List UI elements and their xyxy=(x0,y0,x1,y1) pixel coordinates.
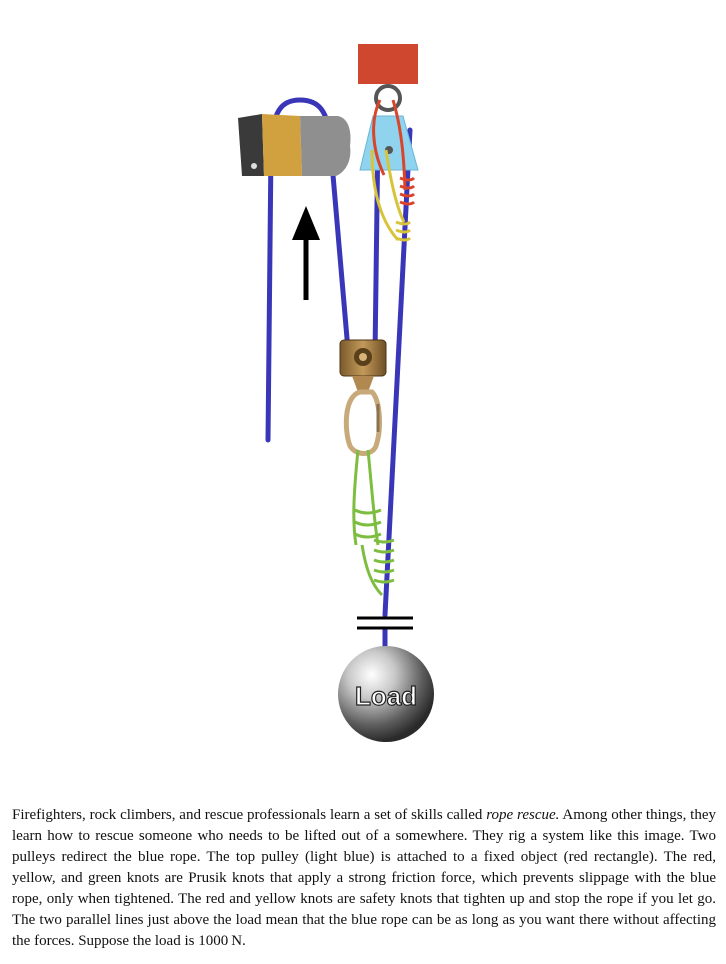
carabiner xyxy=(346,392,379,454)
pull-arrow xyxy=(292,206,320,300)
anchor-rectangle xyxy=(358,44,418,84)
rope-break-lines xyxy=(357,618,413,628)
paragraph-term-rope-rescue: rope rescue. xyxy=(486,807,560,823)
blue-rope xyxy=(268,100,410,650)
load-ball xyxy=(338,646,434,742)
paragraph-text-rest: Among other things, they learn how to rescue someone who needs to be lifted out of a somewhere. They rig a system like this image. Two pulleys redirect the blue rope. The top pulley (light blue) is attached to a fixed object (red rectangle). The red, yellow, and green knots are Prusik knots that apply a strong friction force, which prevents slippage with the blue rope, only when tightened. The red and yellow knots are safety knots that tighten up and stop the rope if you let go. The two parallel lines just above the load mean that the blue rope can be as long as you want there without affecting the forces. Suppose the load is 1000 N. xyxy=(12,807,716,949)
paragraph-text-start: Firefighters, rock climbers, and rescue professionals learn a set of skills called xyxy=(12,807,487,823)
problem-description xyxy=(12,805,716,952)
load-label: Load xyxy=(354,681,418,711)
bottom-pulley xyxy=(340,340,386,392)
glove-icon xyxy=(238,114,351,176)
